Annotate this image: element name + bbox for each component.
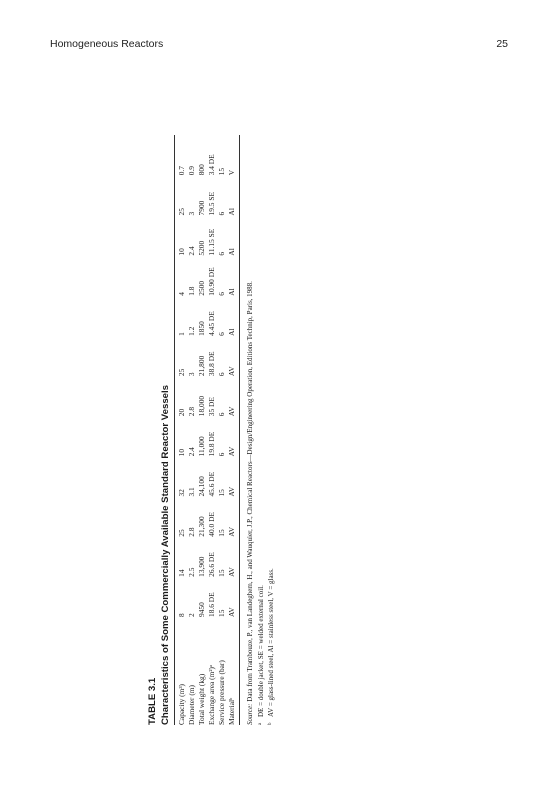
table-cell: AV bbox=[226, 526, 236, 537]
table-cell: 6 bbox=[216, 452, 226, 457]
table-cell: 25 bbox=[176, 208, 186, 216]
rotated-table-block bbox=[147, 135, 417, 725]
table-cell: 1.8 bbox=[186, 286, 196, 296]
table-row bbox=[217, 135, 227, 725]
table-cell: 6 bbox=[216, 332, 226, 336]
table-cell: 40.0 DE bbox=[206, 512, 216, 537]
table-cell: 8 bbox=[176, 613, 186, 617]
table-cell: AV bbox=[226, 366, 236, 377]
table-top-rule bbox=[174, 135, 175, 725]
table-cell: 2.4 bbox=[186, 447, 196, 457]
table-cell: 4 bbox=[176, 292, 186, 296]
page-number: 25 bbox=[496, 38, 508, 50]
row-label: Exchange area (m²)ᵃ bbox=[206, 664, 216, 725]
table-cell: 3 bbox=[186, 211, 196, 216]
table-cell: Al bbox=[226, 328, 236, 336]
table-cell: 45.6 DE bbox=[206, 471, 216, 497]
table-cell: Al bbox=[226, 208, 236, 216]
source-note bbox=[245, 135, 255, 725]
table-body bbox=[177, 135, 237, 725]
table-cell: 21,800 bbox=[196, 355, 206, 377]
table-cell: 2.4 bbox=[186, 246, 196, 256]
table-cell: Al bbox=[226, 248, 236, 256]
table-cell: 6 bbox=[216, 412, 226, 417]
table-cell: 3.1 bbox=[186, 487, 196, 497]
table-cell: 11,000 bbox=[196, 436, 206, 457]
table-cell: AV bbox=[226, 446, 236, 457]
table-cell: 3.4 DE bbox=[206, 154, 216, 176]
table-cell: AV bbox=[226, 607, 236, 617]
row-label: Total weight (kg) bbox=[196, 673, 206, 725]
footnote-b-mark: b bbox=[267, 722, 273, 725]
table-row bbox=[187, 135, 197, 725]
table-cell: 38.8 DE bbox=[206, 351, 216, 377]
table-cell: 25 bbox=[176, 368, 186, 377]
source-text: Data from Trambouze, P., van Landeghem, H., and Wauquier, J.P., Chemical Reactors—Design/Engineering Operation, Editions Technip, Paris, 1988. bbox=[246, 281, 255, 702]
table-cell: AV bbox=[226, 406, 236, 417]
table-label: TABLE 3.1 bbox=[147, 677, 158, 725]
table-cell: AV bbox=[226, 567, 236, 577]
table-cell: 10 bbox=[176, 448, 186, 457]
running-head-title: Homogeneous Reactors bbox=[50, 38, 164, 50]
table-cell: 19.5 SE bbox=[206, 192, 216, 216]
table-cell: 18.6 DE bbox=[206, 592, 216, 617]
table-cell: 18,000 bbox=[196, 395, 206, 417]
table-cell: 6 bbox=[216, 372, 226, 377]
table-cell: 15 bbox=[216, 609, 226, 617]
table-cell: 1.2 bbox=[186, 326, 196, 336]
table-row bbox=[177, 135, 187, 725]
table-cell: AV bbox=[226, 486, 236, 497]
footnote-a-text: DE = double jacket, SE = welded external coil. bbox=[256, 585, 265, 717]
table-cell: 800 bbox=[196, 164, 206, 176]
table-cell: 3 bbox=[186, 372, 196, 377]
footnote-b-text: AV = glass-lined steel, Al = stainless steel, V = glass. bbox=[266, 568, 275, 717]
table-cell: 7900 bbox=[196, 200, 206, 216]
running-head bbox=[50, 38, 508, 50]
table-cell: 10 bbox=[176, 248, 186, 256]
table-cell: 19.8 DE bbox=[206, 431, 216, 457]
table-cell: 14 bbox=[176, 569, 186, 577]
table-cell: 11.15 SE bbox=[206, 228, 216, 256]
table-cell: 15 bbox=[216, 489, 226, 497]
table-cell: 15 bbox=[216, 569, 226, 577]
table-cell: 24,100 bbox=[196, 476, 206, 497]
table-cell: 6 bbox=[216, 211, 226, 216]
table-cell: 2.5 bbox=[186, 567, 196, 577]
table-cell: 35 DE bbox=[206, 397, 216, 417]
table-cell: 0.7 bbox=[176, 166, 186, 176]
row-label: Service pressure (bar) bbox=[216, 660, 226, 725]
table-cell: 6 bbox=[216, 292, 226, 296]
table-cell: 1 bbox=[176, 332, 186, 336]
table-notes bbox=[245, 135, 275, 725]
table-cell: 15 bbox=[216, 167, 226, 176]
reactor-vessel-table bbox=[177, 135, 237, 725]
row-label: Diameter (m) bbox=[186, 684, 196, 725]
table-cell: 21,300 bbox=[196, 516, 206, 537]
table-cell: 2.8 bbox=[186, 527, 196, 537]
row-label: Materialᵇ bbox=[226, 697, 236, 725]
footnote-a bbox=[256, 135, 266, 725]
footnote-a-mark: a bbox=[257, 722, 263, 725]
table-row bbox=[197, 135, 207, 725]
table-cell: 32 bbox=[176, 489, 186, 497]
table-cell: V bbox=[226, 169, 236, 176]
table-row bbox=[227, 135, 237, 725]
table-cell: 15 bbox=[216, 529, 226, 537]
row-label: Capacity (m³) bbox=[176, 683, 186, 725]
table-cell: Al bbox=[226, 288, 236, 296]
table-cell: 10.90 DE bbox=[206, 267, 216, 296]
table-bottom-rule bbox=[239, 135, 240, 725]
source-label: Source: bbox=[246, 703, 255, 725]
table-cell: 2 bbox=[186, 613, 196, 617]
table-row bbox=[207, 135, 217, 725]
table-cell: 13,900 bbox=[196, 556, 206, 577]
table-cell: 1850 bbox=[196, 321, 206, 336]
table-cell: 2.8 bbox=[186, 406, 196, 417]
table-cell: 6 bbox=[216, 251, 226, 256]
table-cell: 5200 bbox=[196, 240, 206, 256]
table-cell: 0.9 bbox=[186, 166, 196, 176]
footnote-b bbox=[266, 135, 276, 725]
table-cell: 26.6 DE bbox=[206, 552, 216, 577]
table-cell: 20 bbox=[176, 408, 186, 417]
table-title: Characteristics of Some Commercially Available Standard Reactor Vessels bbox=[159, 384, 171, 725]
table-cell: 2500 bbox=[196, 280, 206, 296]
table-cell: 9450 bbox=[196, 602, 206, 617]
table-cell: 25 bbox=[176, 529, 186, 537]
table-cell: 4.45 DE bbox=[206, 311, 216, 336]
